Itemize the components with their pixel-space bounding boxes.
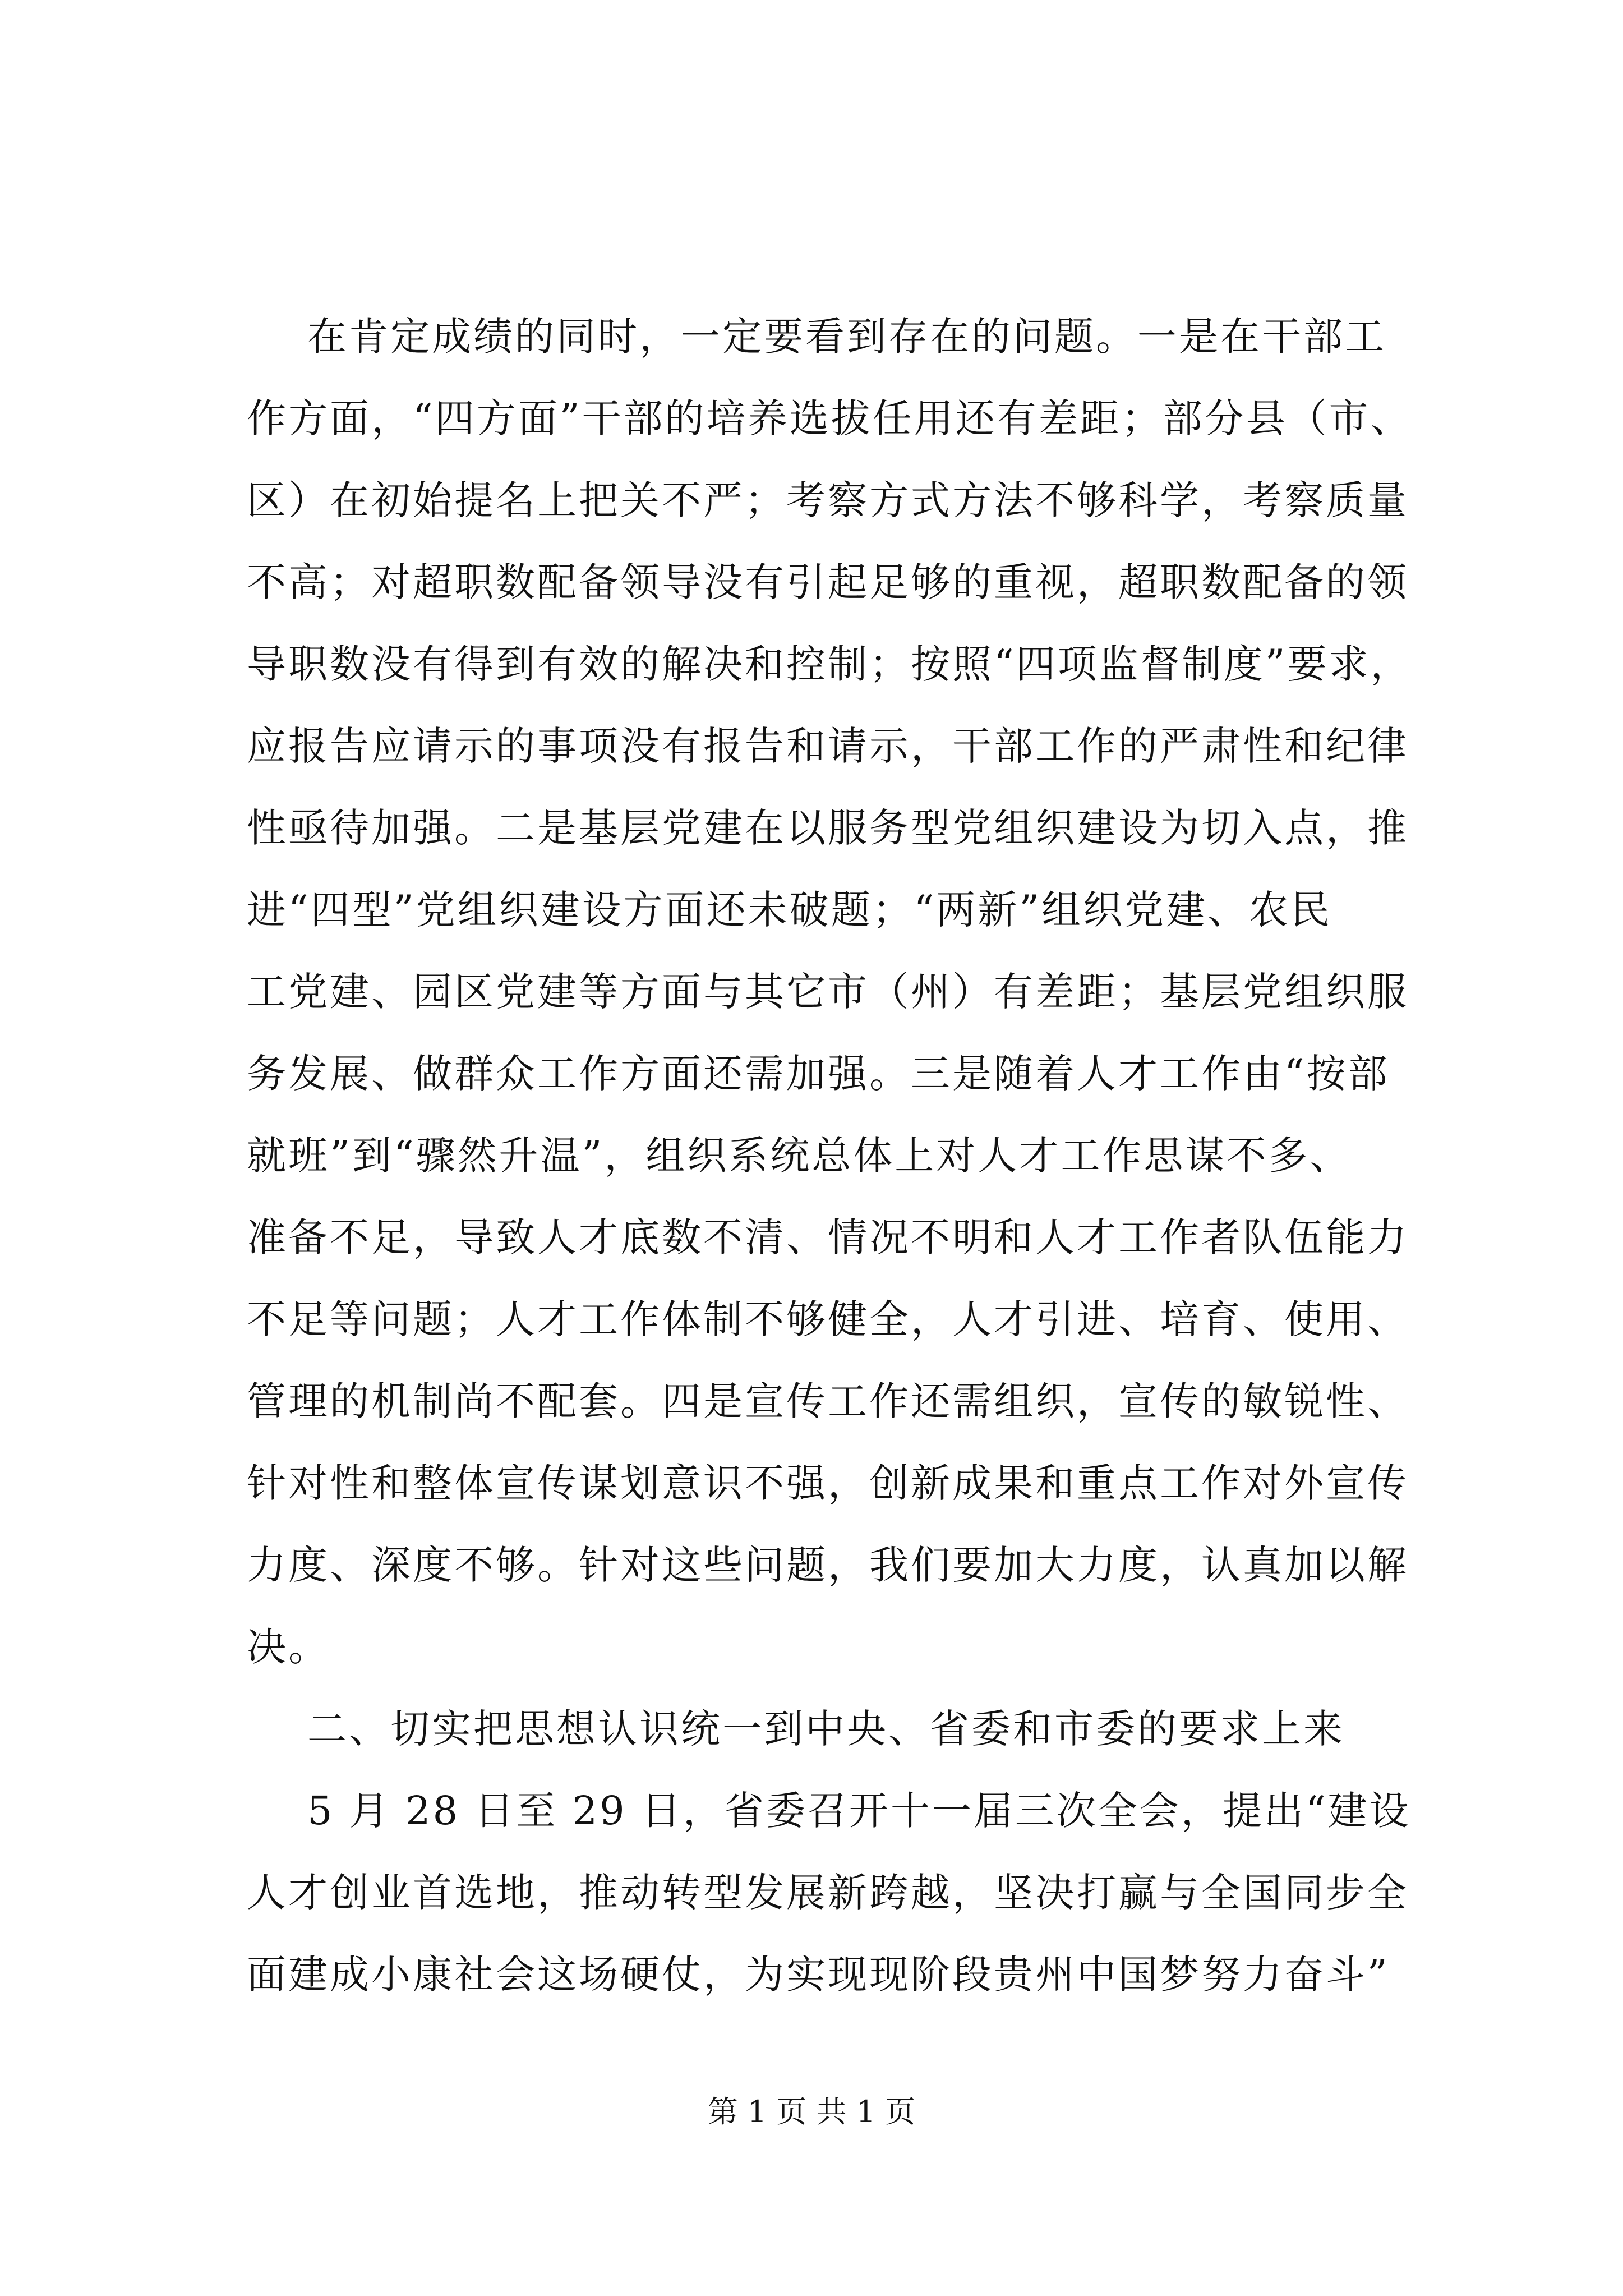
paragraph-line: 准备不足，导致人才底数不清、情况不明和人才工作者队伍能力 bbox=[247, 1214, 1409, 1260]
paragraph-line: 进“四型”党组织建设方面还未破题；“两新”组织党建、农民 bbox=[247, 887, 1332, 933]
section-heading: 二、切实把思想认识统一到中央、省委和市委的要求上来 bbox=[307, 1706, 1345, 1752]
paragraph-line: 人才创业首选地，推动转型发展新跨越，坚决打赢与全国同步全 bbox=[247, 1870, 1409, 1916]
paragraph-line: 工党建、园区党建等方面与其它市（州）有差距；基层党组织服 bbox=[247, 969, 1409, 1015]
paragraph-line: 作方面，“四方面”干部的培养选拔任用还有差距；部分县（市、 bbox=[247, 395, 1412, 441]
paragraph-line: 决。 bbox=[247, 1624, 330, 1670]
paragraph-line: 应报告应请示的事项没有报告和请示，干部工作的严肃性和纪律 bbox=[247, 723, 1409, 769]
paragraph-line: 5 月 28 日至 29 日，省委召开十一届三次全会，提出“建设 bbox=[307, 1788, 1411, 1834]
paragraph-line: 就班”到“骤然升温”，组织系统总体上对人才工作思谋不多、 bbox=[247, 1133, 1352, 1179]
paragraph-line: 面建成小康社会这场硬仗，为实现现阶段贵州中国梦努力奋斗” bbox=[247, 1952, 1390, 1998]
paragraph-line: 力度、深度不够。针对这些问题，我们要加大力度，认真加以解 bbox=[247, 1542, 1409, 1588]
paragraph-line: 务发展、做群众工作方面还需加强。三是随着人才工作由“按部 bbox=[247, 1051, 1390, 1097]
paragraph-line: 不足等问题；人才工作体制不够健全，人才引进、培育、使用、 bbox=[247, 1296, 1409, 1342]
paragraph-line: 管理的机制尚不配套。四是宣传工作还需组织，宣传的敏锐性、 bbox=[247, 1378, 1409, 1424]
paragraph-line: 性亟待加强。二是基层党建在以服务型党组织建设为切入点，推 bbox=[247, 805, 1409, 851]
paragraph-line: 在肯定成绩的同时，一定要看到存在的问题。一是在干部工 bbox=[307, 314, 1386, 360]
page-footer: 第 1 页 共 1 页 bbox=[707, 2094, 916, 2129]
paragraph-line: 针对性和整体宣传谋划意识不强，创新成果和重点工作对外宣传 bbox=[247, 1460, 1409, 1506]
paragraph-line: 导职数没有得到有效的解决和控制；按照“四项监督制度”要求， bbox=[247, 641, 1412, 687]
paragraph-line: 不高；对超职数配备领导没有引起足够的重视，超职数配备的领 bbox=[247, 559, 1409, 605]
paragraph-line: 区）在初始提名上把关不严；考察方式方法不够科学，考察质量 bbox=[247, 477, 1409, 523]
